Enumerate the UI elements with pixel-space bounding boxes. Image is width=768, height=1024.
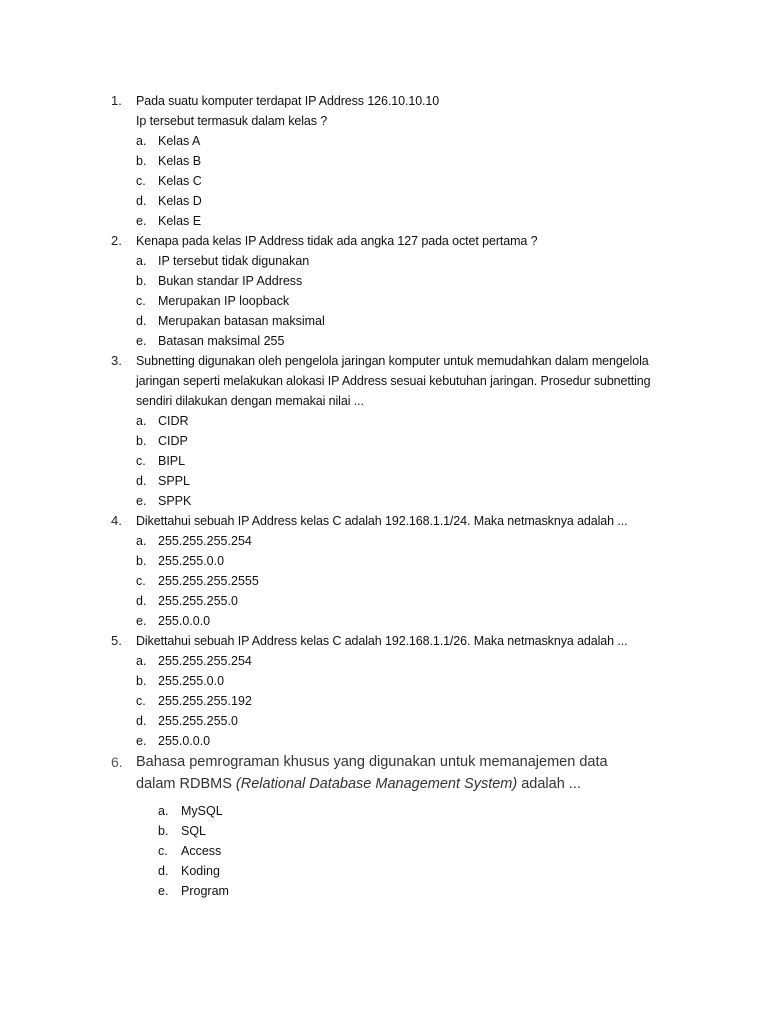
question-number: 6. [111, 754, 123, 770]
option-text: 255.255.255.0 [158, 594, 238, 608]
option-e [0, 491, 768, 511]
option-letter: e. [136, 334, 147, 348]
option-d [0, 591, 768, 611]
question-6 [0, 751, 768, 901]
question-text: Dikettahui sebuah IP Address kelas C adalah 192.168.1.1/26. Maka netmasknya adalah ... [136, 634, 628, 648]
option-letter: d. [136, 714, 147, 728]
option-text: SPPL [158, 474, 190, 488]
option-letter: a. [136, 134, 147, 148]
option-b [0, 151, 768, 171]
option-letter: c. [136, 454, 146, 468]
option-letter: a. [136, 534, 147, 548]
option-text: 255.0.0.0 [158, 614, 211, 628]
option-b [0, 431, 768, 451]
question-text: Ip tersebut termasuk dalam kelas ? [136, 114, 328, 128]
question-text: Bahasa pemrograman khusus yang digunakan untuk memanajemen data [136, 754, 608, 770]
option-text: 255.255.255.192 [158, 694, 252, 708]
option-text: 255.255.255.0 [158, 714, 238, 728]
option-text: 255.255.0.0 [158, 554, 225, 568]
option-letter: e. [136, 614, 147, 628]
option-e [0, 881, 768, 901]
question-text: Dikettahui sebuah IP Address kelas C adalah 192.168.1.1/24. Maka netmasknya adalah ... [136, 514, 628, 528]
option-text: Kelas D [158, 194, 202, 208]
option-letter: b. [136, 154, 147, 168]
option-d [0, 311, 768, 331]
question-text-prefix: dalam RDBMS [136, 776, 236, 792]
option-a [0, 411, 768, 431]
option-letter: a. [136, 414, 147, 428]
option-letter: e. [136, 214, 147, 228]
question-3 [0, 351, 768, 511]
option-letter: b. [158, 824, 169, 838]
option-letter: a. [136, 654, 147, 668]
option-text: SPPK [158, 494, 192, 508]
option-text: Access [181, 844, 222, 858]
option-text: 255.255.0.0 [158, 674, 225, 688]
question-text: sendiri dilakukan dengan memakai nilai ... [136, 394, 364, 408]
option-d [0, 861, 768, 881]
option-b [0, 271, 768, 291]
option-c [0, 571, 768, 591]
option-d [0, 711, 768, 731]
option-letter: c. [136, 174, 146, 188]
option-letter: d. [136, 594, 147, 608]
question-text: Kenapa pada kelas IP Address tidak ada angka 127 pada octet pertama ? [136, 234, 538, 248]
option-letter: c. [136, 694, 146, 708]
option-text: Program [181, 884, 229, 898]
question-text-suffix: adalah ... [517, 776, 581, 792]
option-letter: d. [136, 194, 147, 208]
question-number: 3. [111, 353, 122, 368]
option-a [0, 131, 768, 151]
option-text: MySQL [181, 804, 223, 818]
option-text: 255.255.255.2555 [158, 574, 259, 588]
option-d [0, 191, 768, 211]
question-number: 1. [111, 93, 122, 108]
option-text: Merupakan batasan maksimal [158, 314, 325, 328]
option-text: IP tersebut tidak digunakan [158, 254, 310, 268]
option-letter: b. [136, 554, 147, 568]
question-2 [0, 231, 768, 351]
option-text: CIDP [158, 434, 188, 448]
option-text: Kelas B [158, 154, 202, 168]
option-letter: b. [136, 674, 147, 688]
question-number: 5. [111, 633, 122, 648]
option-e [0, 731, 768, 751]
question-text: jaringan seperti melakukan alokasi IP Address sesuai kebutuhan jaringan. Prosedur subnetting [136, 374, 651, 388]
option-a [0, 801, 768, 821]
option-text: Kelas C [158, 174, 202, 188]
option-text: Batasan maksimal 255 [158, 334, 285, 348]
option-letter: e. [136, 734, 147, 748]
option-letter: e. [136, 494, 147, 508]
option-text: 255.255.255.254 [158, 534, 252, 548]
option-e [0, 331, 768, 351]
option-letter: c. [136, 574, 146, 588]
option-c [0, 291, 768, 311]
option-letter: d. [136, 314, 147, 328]
question-4 [0, 511, 768, 631]
option-letter: a. [136, 254, 147, 268]
option-e [0, 211, 768, 231]
option-letter: a. [158, 804, 169, 818]
option-letter: c. [136, 294, 146, 308]
option-text: Bukan standar IP Address [158, 274, 303, 288]
question-text: Pada suatu komputer terdapat IP Address 126.10.10.10 [136, 94, 440, 108]
option-text: Kelas A [158, 134, 201, 148]
option-a [0, 651, 768, 671]
question-text-line2 [0, 773, 768, 795]
option-letter: d. [136, 474, 147, 488]
option-a [0, 531, 768, 551]
question-5 [0, 631, 768, 751]
option-letter: d. [158, 864, 169, 878]
question-text: Subnetting digunakan oleh pengelola jaringan komputer untuk memudahkan dalam mengelola [136, 354, 649, 368]
question-1 [0, 91, 768, 231]
option-letter: e. [158, 884, 169, 898]
option-b [0, 551, 768, 571]
option-text: Koding [181, 864, 220, 878]
option-c [0, 691, 768, 711]
option-letter: b. [136, 274, 147, 288]
option-text: BIPL [158, 454, 186, 468]
question-text-italic: (Relational Database Management System) [235, 776, 518, 792]
option-letter: b. [136, 434, 147, 448]
option-b [0, 671, 768, 691]
question-number: 4. [111, 513, 122, 528]
option-letter: c. [158, 844, 168, 858]
option-c [0, 171, 768, 191]
option-text: Kelas E [158, 214, 202, 228]
option-text: SQL [181, 824, 207, 838]
option-b [0, 821, 768, 841]
option-e [0, 611, 768, 631]
option-c [0, 451, 768, 471]
option-a [0, 251, 768, 271]
question-number: 2. [111, 233, 122, 248]
option-c [0, 841, 768, 861]
option-text: CIDR [158, 414, 189, 428]
option-text: 255.0.0.0 [158, 734, 211, 748]
option-text: 255.255.255.254 [158, 654, 252, 668]
option-text: Merupakan IP loopback [158, 294, 290, 308]
option-d [0, 471, 768, 491]
